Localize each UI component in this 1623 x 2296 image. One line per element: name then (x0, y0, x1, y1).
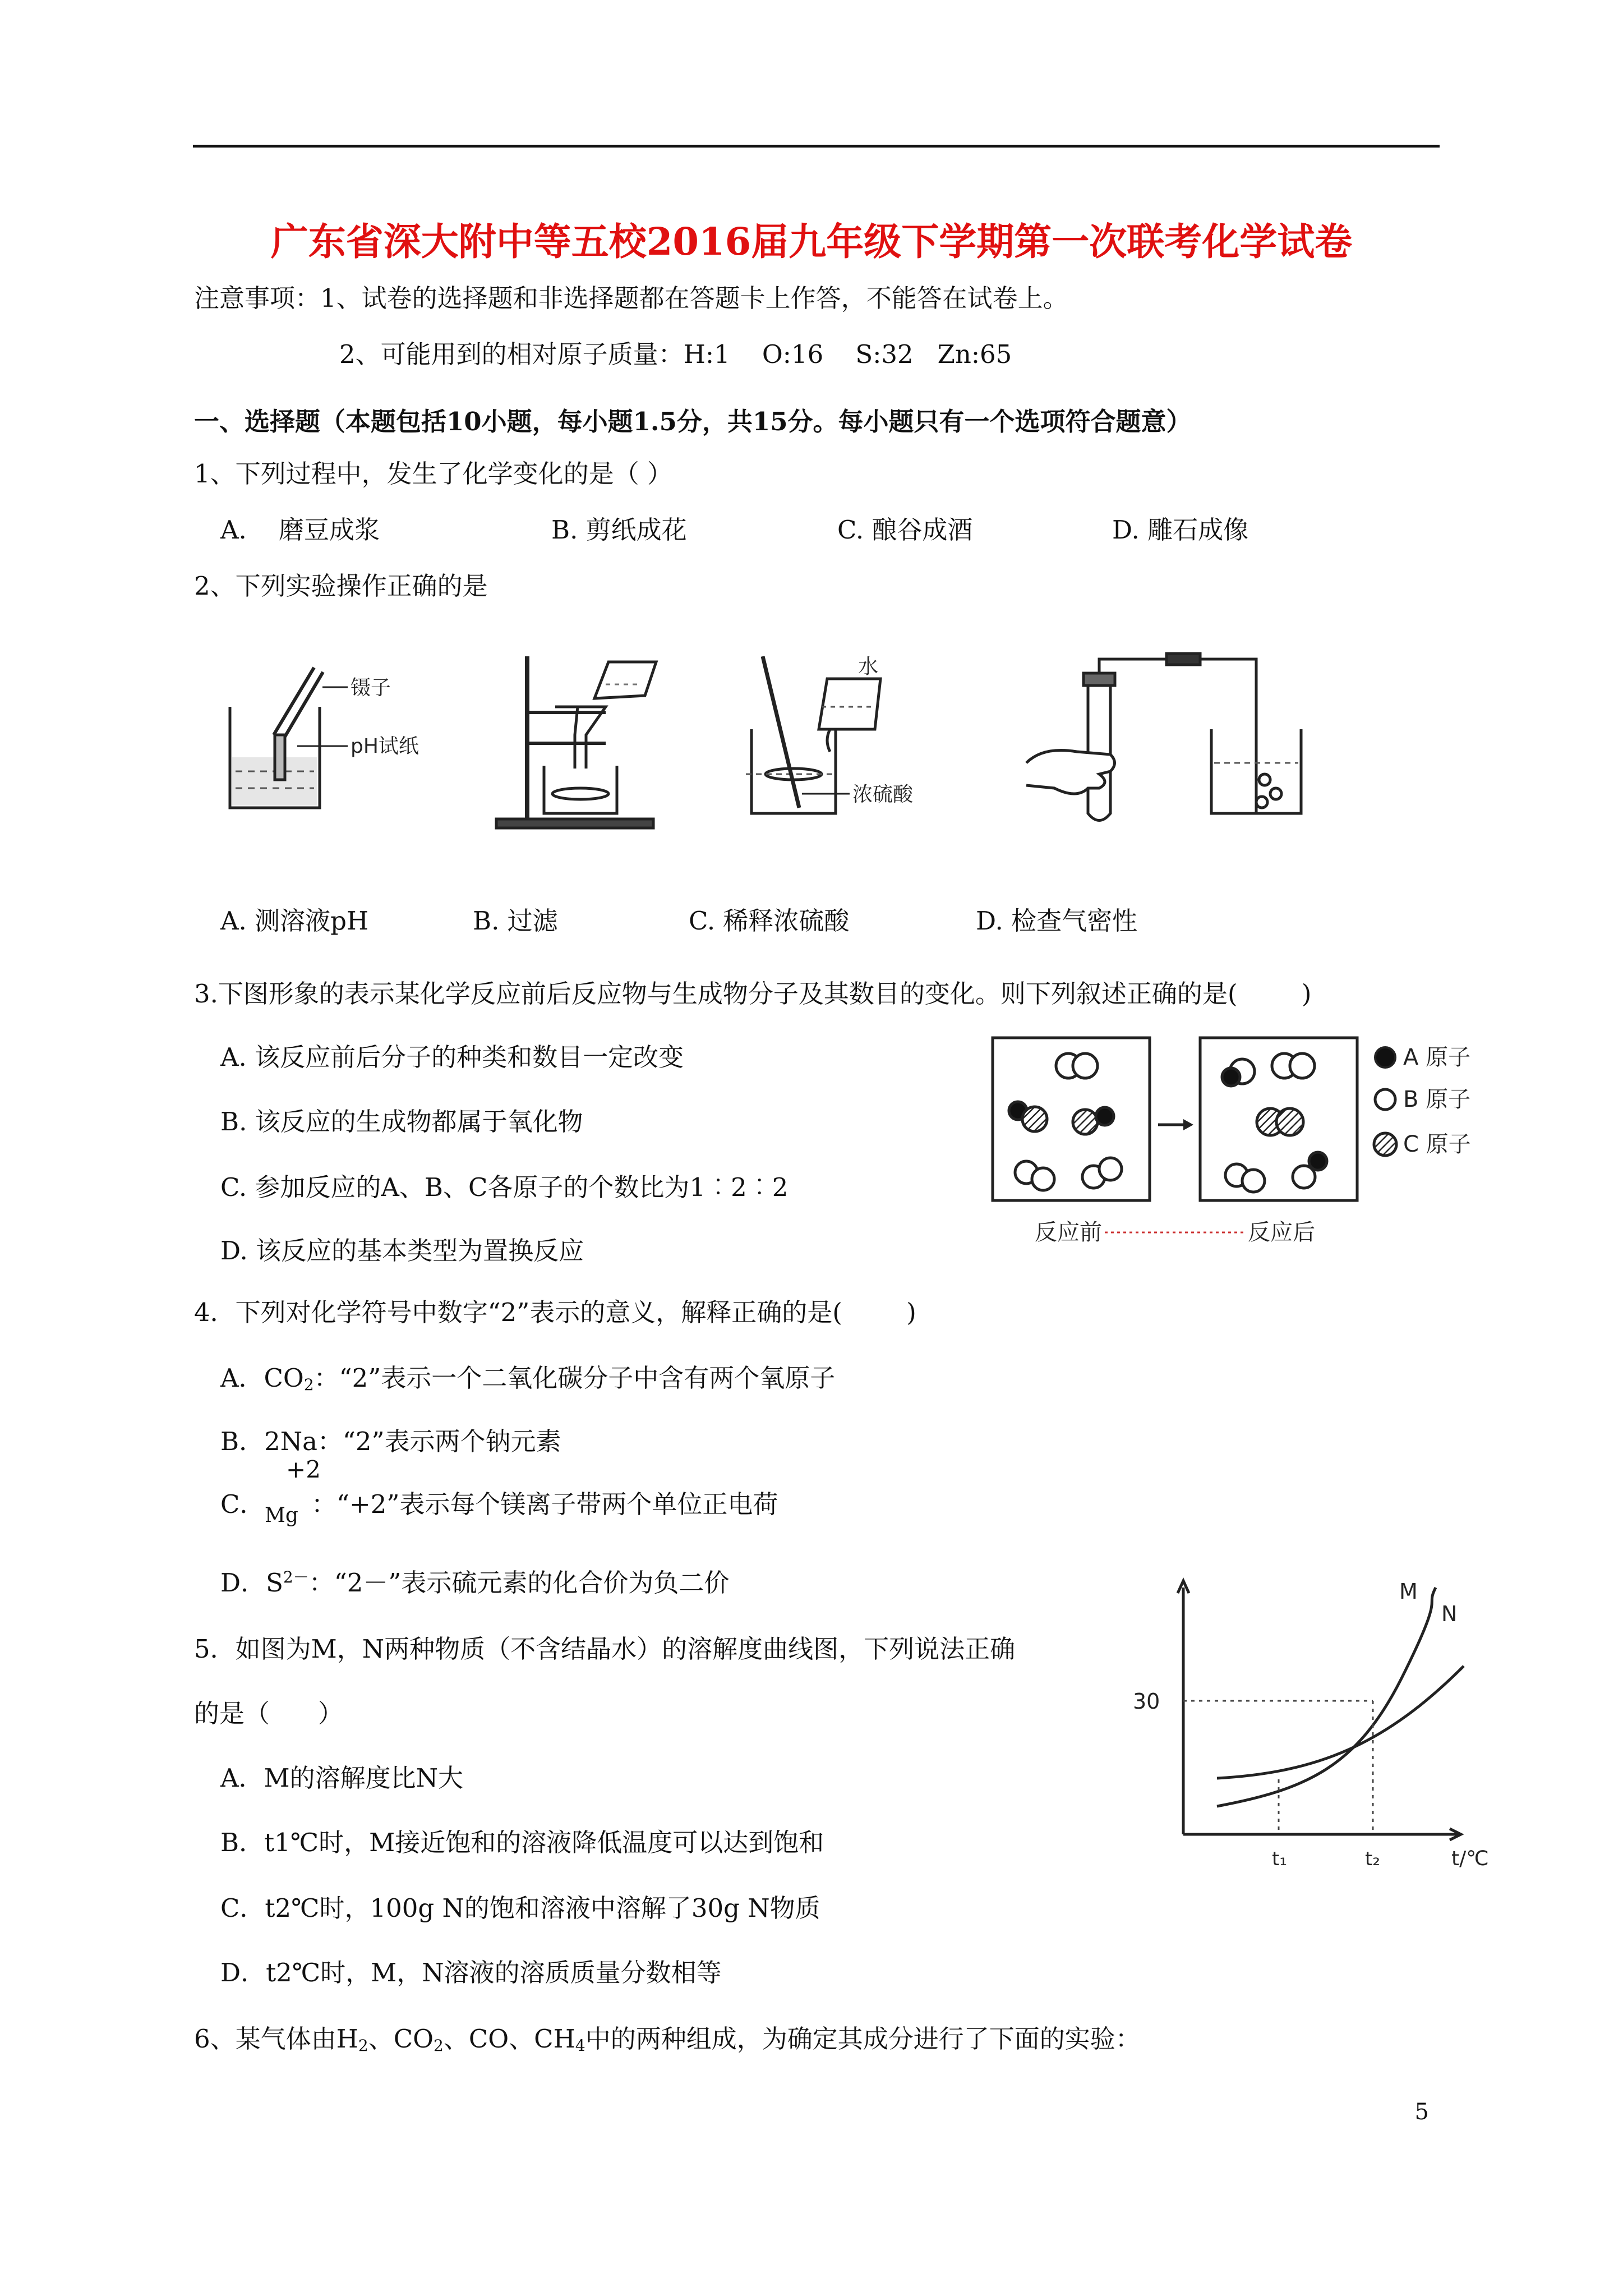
q6-text-2: 、CO (368, 2024, 434, 2054)
ph-paper-label: pH试纸 (351, 735, 419, 758)
airtightness-apparatus (1026, 654, 1301, 821)
q4-d-text: ：“2－”表示硫元素的化合价为负二价 (308, 1568, 730, 1598)
x-axis-unit: t/℃ (1451, 1847, 1489, 1870)
co2-formula: A．CO (220, 1363, 304, 1393)
sulfide-formula: D．S (220, 1568, 283, 1598)
q2-option-c: C. 稀释浓硫酸 (689, 906, 850, 936)
q4-option-b: B．2Na：“2”表示两个钠元素 (220, 1427, 561, 1456)
curve-n-label: N (1441, 1602, 1458, 1626)
q4-option-d (220, 1566, 729, 1600)
q3-stem: 3.下图形象的表示某化学反应前后反应物与生成物分子及其数目的变化。则下列叙述正确的是( ) (194, 979, 1312, 1009)
subscript: 2 (303, 1375, 314, 1394)
legend-c-atom: C 原子 (1403, 1131, 1471, 1157)
q6-text-1: 6、某气体由H (194, 2024, 358, 2054)
subscript: 2 (434, 2036, 444, 2055)
top-rule (193, 145, 1440, 148)
tweezers-label: 镊子 (351, 677, 391, 700)
q1-option-d: D. 雕石成像 (1112, 515, 1249, 545)
q2-option-d: D. 检查气密性 (976, 906, 1138, 936)
q5-option-d: D．t2℃时，M，N溶液的溶质质量分数相等 (220, 1958, 722, 1987)
notice-line-2: 2、可能用到的相对原子质量：H:1 O:16 S:32 Zn:65 (339, 339, 1012, 369)
q2-option-b: B. 过滤 (473, 906, 558, 936)
q3-option-c: C. 参加反应的A、B、C各原子的个数比为1︰2︰2 (220, 1172, 789, 1202)
subscript: 2 (358, 2036, 368, 2055)
legend-b-atom: B 原子 (1403, 1087, 1471, 1112)
q5-stem-line-2: 的是（ ） (194, 1699, 343, 1728)
q3-option-b: B. 该反应的生成物都属于氧化物 (220, 1107, 583, 1137)
q2-stem: 2、下列实验操作正确的是 (194, 571, 488, 601)
subscript: 4 (575, 2036, 585, 2055)
q3-option-a: A. 该反应前后分子的种类和数目一定改变 (220, 1042, 684, 1072)
q6-stem (194, 2022, 1141, 2056)
mg-valence-mark: +2 (286, 1456, 321, 1483)
q4-option-a (220, 1361, 835, 1395)
q4-stem: 4．下列对化学符号中数字“2”表示的意义，解释正确的是( ) (194, 1297, 916, 1327)
x-tick-t1: t₁ (1272, 1848, 1287, 1870)
mg-symbol: Mg (265, 1504, 298, 1527)
q2-option-a: A. 测溶液pH (220, 906, 369, 936)
section-1-heading: 一、选择题（本题包括10小题，每小题1.5分，共15分。每小题只有一个选项符合题意） (194, 407, 1192, 436)
q1-option-a: A. 磨豆成浆 (220, 515, 380, 545)
superscript: 2－ (283, 1568, 309, 1586)
q4-option-c: ：“+2”表示每个镁离子带两个单位正电荷 (311, 1489, 778, 1519)
q2-apparatus-figure (213, 645, 1335, 847)
water-label: 水 (858, 655, 879, 678)
curve-m (1217, 1588, 1436, 1806)
ph-test-apparatus (230, 668, 348, 808)
q5-stem-line-1: 5．如图为M，N两种物质（不含结晶水）的溶解度曲线图，下列说法正确 (194, 1634, 1016, 1664)
x-tick-t2: t₂ (1365, 1848, 1380, 1870)
after-label: 反应后 (1248, 1220, 1315, 1245)
notice-line-1: 注意事项：1、试卷的选择题和非选择题都在答题卡上作答，不能答在试卷上。 (194, 283, 1068, 313)
acid-label: 浓硫酸 (852, 783, 914, 806)
q6-text-3: 、CO、CH (443, 2024, 575, 2054)
q5-option-a: A．M的溶解度比N大 (220, 1763, 463, 1793)
q1-option-b: B. 剪纸成花 (551, 515, 687, 545)
q6-text-4: 中的两种组成，为确定其成分进行了下面的实验： (585, 2024, 1141, 2054)
before-label: 反应前 (1035, 1220, 1102, 1245)
q4-a-text: ：“2”表示一个二氧化碳分子中含有两个氧原子 (313, 1363, 836, 1393)
q5-solubility-chart (1122, 1565, 1514, 1879)
q3-option-d: D. 该反应的基本类型为置换反应 (220, 1236, 584, 1266)
curve-m-label: M (1399, 1579, 1418, 1604)
y-tick-30: 30 (1133, 1689, 1160, 1714)
q4-option-c-prefix: C． (220, 1489, 265, 1519)
q1-option-c: C. 酿谷成酒 (837, 515, 973, 545)
q1-stem: 1、下列过程中，发生了化学变化的是（ ） (194, 459, 672, 489)
exam-title: 广东省深大附中等五校2016届九年级下学期第一次联考化学试卷 (270, 219, 1353, 264)
q5-option-b: B．t1℃时，M接近饱和的溶液降低温度可以达到饱和 (220, 1828, 824, 1857)
q5-option-c: C．t2℃时，100g N的饱和溶液中溶解了30g N物质 (220, 1893, 820, 1923)
q3-reaction-figure (981, 1032, 1514, 1251)
legend-a-atom: A 原子 (1403, 1045, 1471, 1070)
curve-n (1217, 1666, 1464, 1778)
filtration-apparatus (496, 656, 656, 828)
page-number: 5 (1414, 2099, 1429, 2125)
